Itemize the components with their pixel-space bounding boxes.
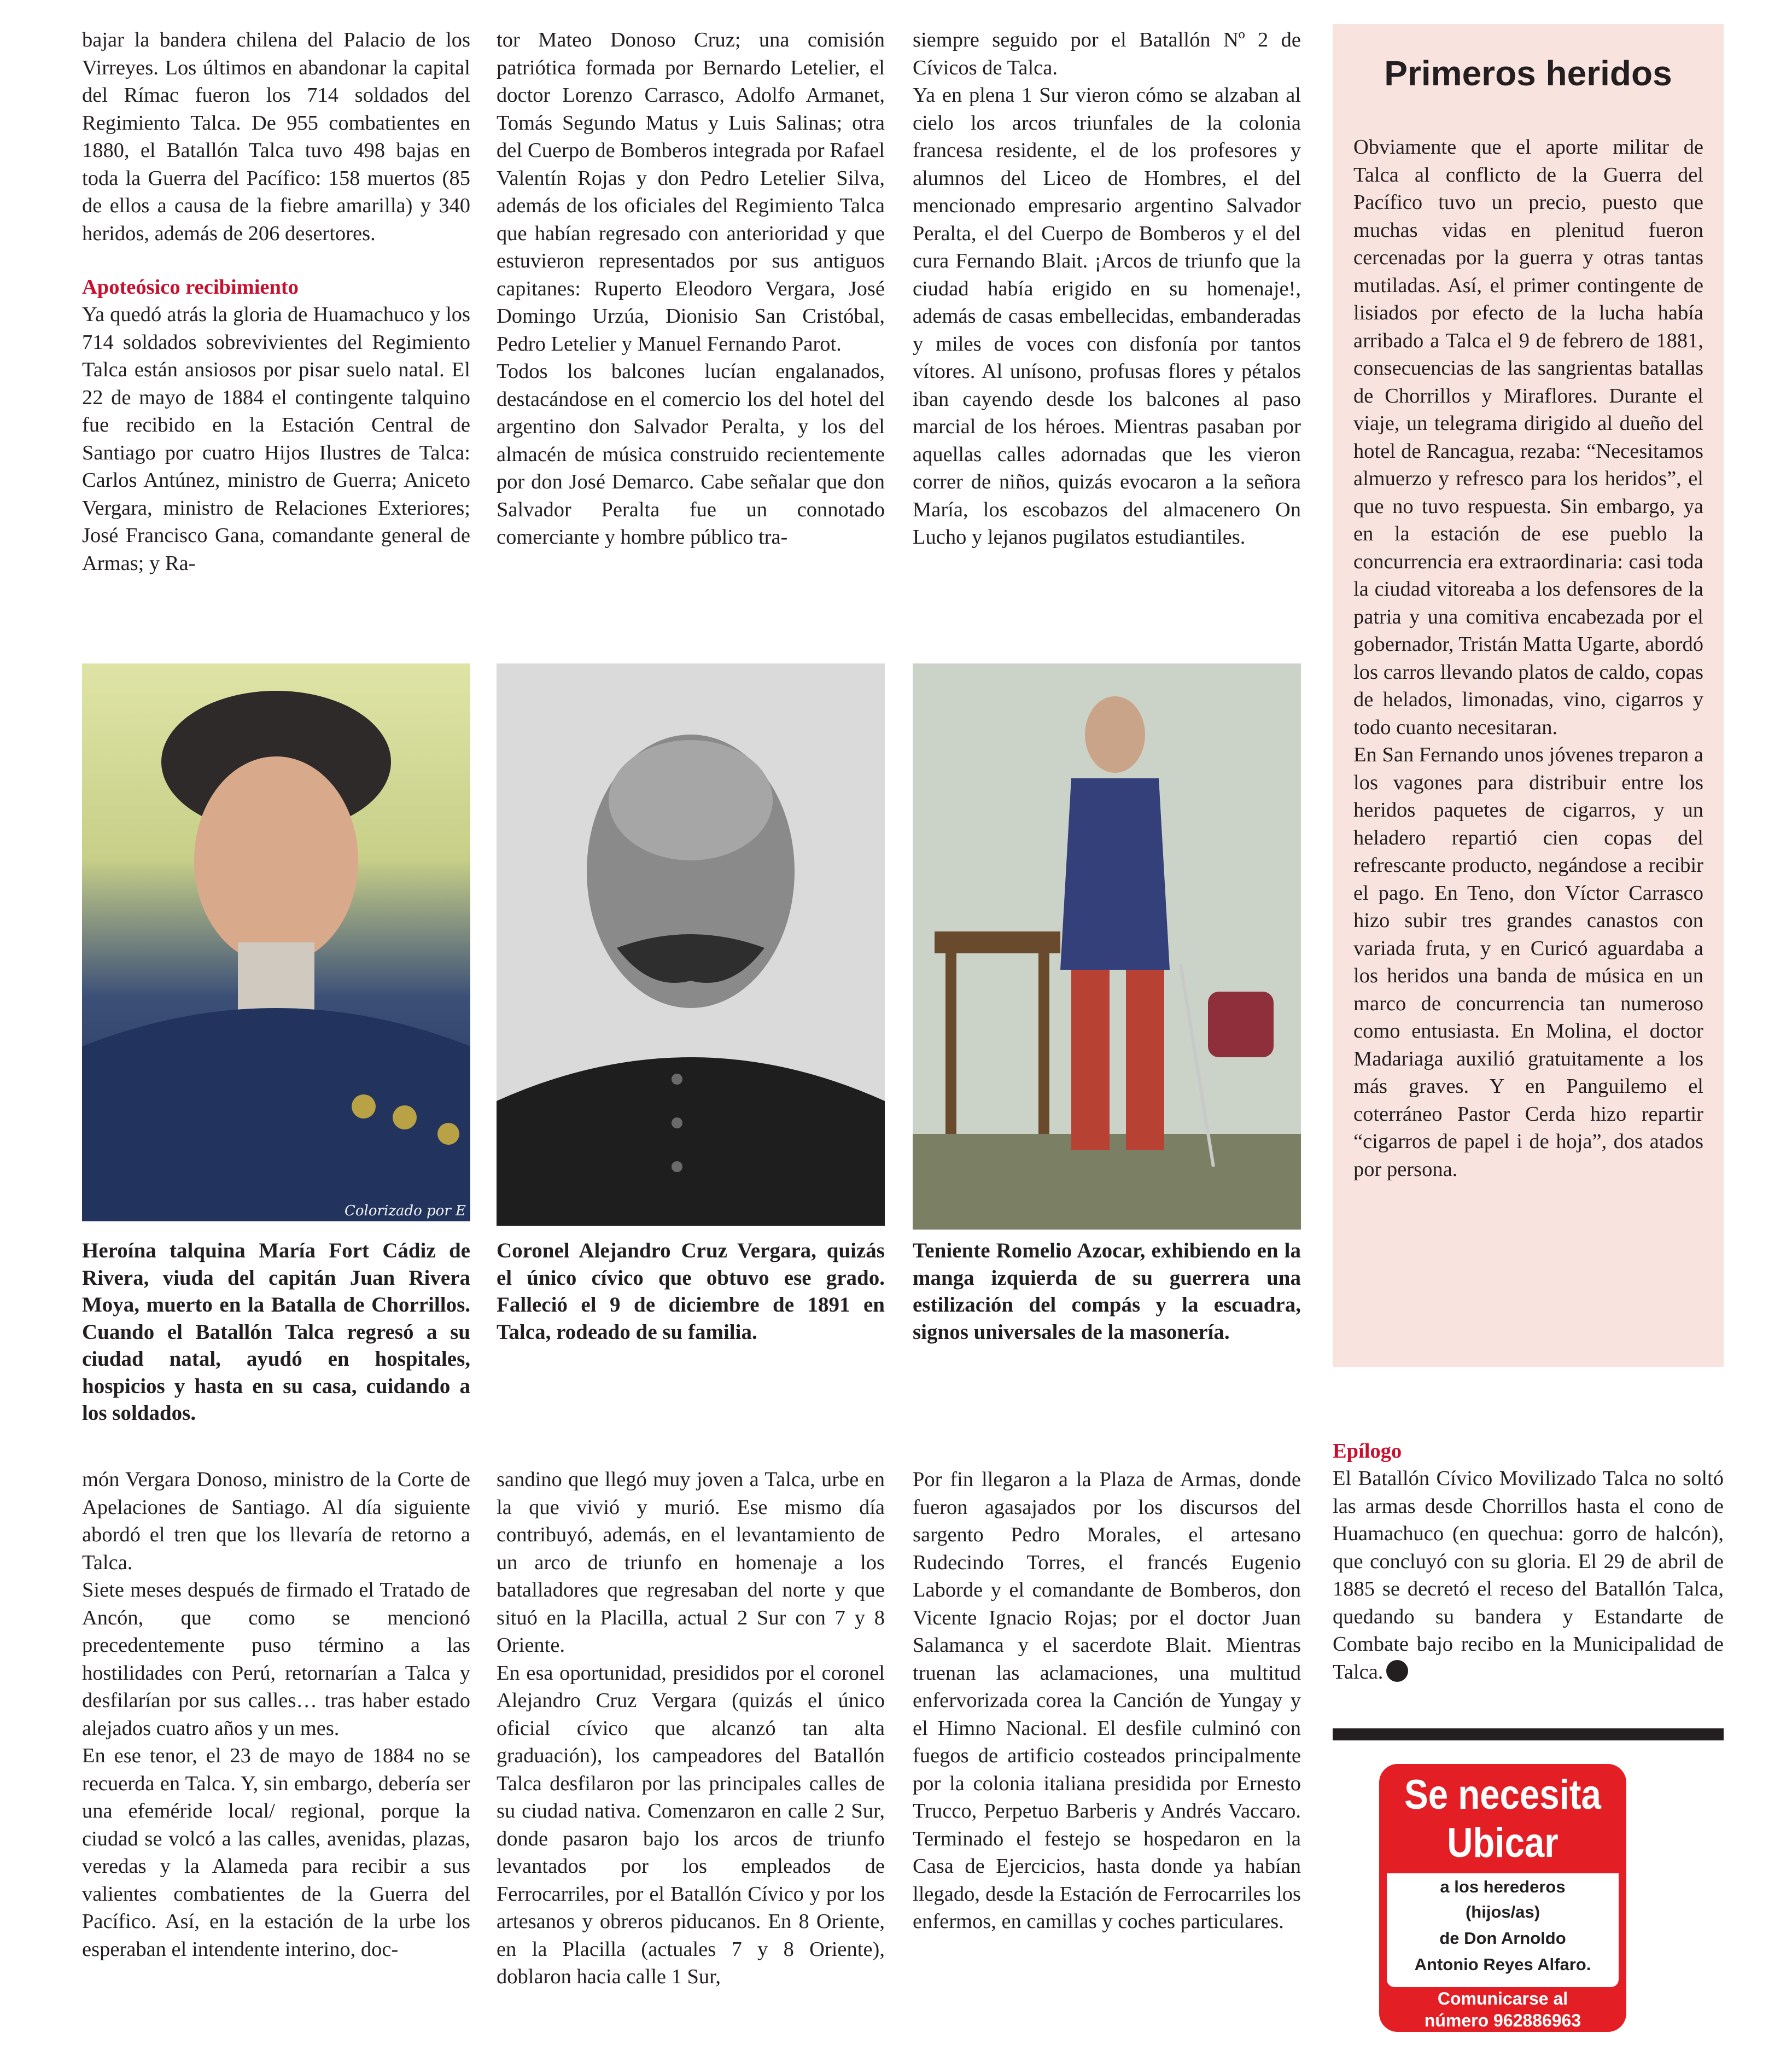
ad-title-line2: Ubicar bbox=[1447, 1820, 1558, 1866]
portrait-woman-illustration bbox=[82, 663, 470, 1221]
paragraph: Obviamente que el aporte militar de Talca al conflicto de la Guerra del Pacífico tuvo un precio, puesto que muchas vidas en plenitud fueron cercenadas por la guerra y otras tantas mutiladas. Así, el primer contingente de lisiados por efecto de la lucha había arribado a Talca el 9 de febrero de 1881, consecuencias de las sangrientas batallas de Chorrillos y Miraflores. Durante el viaje, un telegrama dirigido al dueño del hotel de Rancagua, rezaba: “Necesitamos almuerzo y refresco para los heridos”, el que no tuvo respuesta. Sin embargo, ya en la estación de ese pueblo la concurrencia era extraordinaria: casi toda la ciudad vitoreaba a los defensores de la patria y una comitiva encabezada por el gobernador, Tristán Matta Ugarte, abordó los carros llevando platos de caldo, copas de helados, limonadas, vino, cigarros y todo cuanto necesitaran. bbox=[1353, 136, 1703, 739]
column-2-top bbox=[497, 26, 885, 551]
caption-alejandro-cruz: Coronel Alejandro Cruz Vergara, quizás el único cívico que obtuvo ese grado. Falleció el 9 de diciembre de 1891 en Talca, rodeado de su familia. bbox=[497, 1239, 885, 1344]
column-1-top bbox=[82, 26, 470, 577]
paragraph: Ya en plena 1 Sur vieron cómo se alzaban al cielo los arcos triunfales de la colonia francesa residente, el de los profesores y alumnos del Liceo de Hombres, el del mencionado empresario argentino Salvador Peralta, el del Cuerpo de Bomberos y el del cura Fernando Blait. ¡Arcos de triunfo que la ciudad había erigido en su homenaje!, además de casas embellecidas, embanderadas y miles de voces con disfonía por tantos vítores. Al unísono, profusas flores y pétalos iban cayendo desde los balcones al paso marcial de los héroes. Mientras pasaban por aquellas calles adornadas que les vieron correr de niños, quizás evocaron a la señora María, los escobazos del almacenero On Lucho y lejanos pugilatos estudiantiles. bbox=[913, 84, 1301, 549]
ad-title-line1: Se necesita bbox=[1404, 1772, 1601, 1818]
ad-contact-line1: Comunicarse al bbox=[1437, 1989, 1568, 2008]
subhead-epilogo: Epílogo bbox=[1333, 1440, 1402, 1463]
ad-body-line: Antonio Reyes Alfaro. bbox=[1414, 1955, 1591, 1974]
ad-body-line: (hijos/as) bbox=[1465, 1902, 1540, 1921]
paragraph: tor Mateo Donoso Cruz; una comisión patriótica formada por Bernardo Letelier, el doctor Lorenzo Carrasco, Adolfo Armanet, Tomás Segundo Matus y Luis Salinas; otra del Cuerpo de Bomberos integrada por Rafael Valentín Rojas y don Pedro Letelier Silva, además de los oficiales del Regimiento Talca que habían regresado con anterioridad y que estuvieron representados por sus antiguos capitanes: Ruperto Eleodoro Vergara, José Domingo Urzúa, Dionisio San Cristóbal, Pedro Letelier y Manuel Fernando Parot. bbox=[497, 28, 885, 356]
epilogo-text: El Batallón Cívico Movilizado Talca no soltó las armas desde Chorrillos hasta el cono de Huamachuco (en quechua: gorro de halcón), que concluyó con su gloria. El 29 de abril de 1885 se decretó el receso del Batallón Talca, quedando su bandera y Estandarte de Combate bajo recibo en la Municipalidad de Talca. bbox=[1333, 1467, 1724, 1684]
ad-body-line: a los herederos bbox=[1440, 1877, 1566, 1896]
epilogo-section bbox=[1333, 1437, 1724, 1686]
column-3-bottom bbox=[913, 1466, 1301, 1936]
paragraph bbox=[1333, 1465, 1724, 1686]
paragraph: sandino que llegó muy joven a Talca, urbe en la que vivió y murió. Ese mismo día contribuyó, además, en el levantamiento de un arco de triunfo en homenaje a los batalladores que regresaban del norte y que situó en la Placilla, actual 2 Sur con 7 y 8 Oriente. bbox=[497, 1468, 885, 1657]
paragraph: En esa oportunidad, presididos por el coronel Alejandro Cruz Vergara (quizás el único oficial cívico que alcanzó tan alta graduación), los campeadores del Batallón Talca desfilaron por las principales calles de su ciudad nativa. Comenzaron en calle 2 Sur, donde pasaron bajo los arcos de triunfo levantados por los empleados de Ferrocarriles, por el Batallón Cívico y por los artesanos y obreros piducanos. En 8 Oriente, en la Placilla (actuales 7 y 8 Oriente), doblaron hacia calle 1 Sur, bbox=[497, 1661, 885, 1988]
caption-romelio-azocar: Teniente Romelio Azocar, exhibiendo en la manga izquierda de su guerrera una estilización del compás y la escuadra, signos universales de la masonería. bbox=[913, 1239, 1301, 1344]
column-3-top bbox=[913, 26, 1301, 551]
portrait-colonel-illustration bbox=[497, 663, 885, 1226]
ad-contact-line2: número 962886963 bbox=[1424, 2011, 1581, 2030]
ad-se-necesita-ubicar bbox=[1379, 1764, 1626, 2032]
paragraph: bajar la bandera chilena del Palacio de los Virreyes. Los últimos en abandonar la capital del Rímac fueron los 714 soldados del Regimiento Talca. De 955 combatientes en 1880, el Batallón Talca tuvo 498 bajas en toda la Guerra del Pacífico: 158 muertos (85 de ellos a causa de la fiebre amarilla) y 340 heridos, además de 206 desertores. bbox=[82, 28, 470, 245]
paragraph: món Vergara Donoso, ministro de la Corte de Apelaciones de Santiago. Al día siguiente abordó el tren que los llevaría de retorno a Talca. bbox=[82, 1468, 470, 1574]
paragraph: En ese tenor, el 23 de mayo de 1884 no se recuerda en Talca. Y, sin embargo, debería ser una efeméride local/ regional, porque la ciudad se volcó a las calles, avenidas, plazas, veredas y la Alameda para recibir a sus valientes combatientes de la Guerra del Pacífico. Así, en la estación de la urbe los esperaban el intendente interino, doc- bbox=[82, 1744, 470, 1961]
sidebar-text bbox=[1353, 133, 1703, 1183]
paragraph: Ya quedó atrás la gloria de Huamachuco y los 714 soldados sobrevivientes del Regimiento Talca están ansiosos por pisar suelo natal. El 22 de mayo de 1884 el contingente talquino fue recibido en la Estación Central de Santiago por cuatro Hijos Ilustres de Talca: Carlos Antúnez, ministro de Guerra; Aniceto Vergara, ministro de Relaciones Exteriores; José Francisco Gana, comandante general de Armas; y Ra- bbox=[82, 303, 470, 575]
photo-watermark: Colorizado por E bbox=[345, 1203, 466, 1219]
sidebar-title: Primeros heridos bbox=[1384, 54, 1672, 93]
paragraph: Todos los balcones lucían engalanados, destacándose en el comercio los del hotel del argentino don Salvador Peralta, y los del almacén de música construido recientemente por don José Demarco. Cabe señalar que don Salvador Peralta fue un connotado comerciante y hombre público tra- bbox=[497, 360, 885, 549]
column-1-bottom bbox=[82, 1466, 470, 1963]
paragraph: En San Fernando unos jóvenes treparon a los vagones para distribuir entre los heridos paquetes de cigarros, y un heladero repartió cien copas del refrescante producto, negándose a recibir el pago. En Teno, don Víctor Carrasco hizo subir tres grandes canastos con variada fruta, y en Curicó aguardaba a los heridos una banda de música en un marco de concurrencia tan numeroso como entusiasta. En Molina, el doctor Madariaga auxilió gratuitamente a los más graves. Y en Panguilemo el coterráneo Pastor Cerda hizo repartir “cigarros de papel i de hoja”, dos atados por persona. bbox=[1353, 743, 1703, 1181]
paragraph: Siete meses después de firmado el Tratado de Ancón, que como se mencionó precedentemente puso término a las hostilidades con Perú, retornarían a Talca y desfilarían por sus calles… tras haber estado alejados cuatro años y un mes. bbox=[82, 1579, 470, 1740]
subhead-apoteosico: Apoteósico recibimiento bbox=[82, 276, 299, 299]
paragraph: Por fin llegaron a la Plaza de Armas, donde fueron agasajados por los discursos del sargento Pedro Morales, el artesano Rudecindo Torres, el francés Eugenio Laborde y el comandante de Bomberos, don Vicente Ignacio Rojas; por el doctor Juan Salamanca y el sacerdote Blait. Mientras truenan las aclamaciones, una multitud enfervorizada corea la Canción de Yungay y el Himno Nacional. El desfile culminó con fuegos de artificio costeados principalmente por la colonia italiana presidida por Ernesto Trucco, Perpetuo Barberis y Andrés Vaccaro. Terminado el festejo se hospedaron en la Casa de Ejercicios, hasta donde ya habían llegado, desde la Estación de Ferrocarriles los enfermos, en camillas y coches particulares. bbox=[913, 1468, 1301, 1933]
paragraph: siempre seguido por el Batallón Nº 2 de Cívicos de Talca. bbox=[913, 28, 1301, 79]
column-2-bottom bbox=[497, 1466, 885, 1991]
photo-maria-fort bbox=[82, 663, 470, 1221]
photo-alejandro-cruz bbox=[497, 663, 885, 1226]
photo-romelio-azocar bbox=[913, 663, 1301, 1230]
caption-maria-fort: Heroína talquina María Fort Cádiz de Rivera, viuda del capitán Juan Rivera Moya, muerto en la Batalla de Chorrillos. Cuando el Batallón Talca regresó a su ciudad natal, ayudó en hospitales, hospicios y hasta en su casa, cuidando a los soldados. bbox=[82, 1239, 470, 1425]
portrait-lieutenant-illustration bbox=[913, 663, 1301, 1230]
end-mark-icon bbox=[1386, 1660, 1408, 1682]
ad-body-box bbox=[1387, 1873, 1619, 1987]
sidebar-primeros-heridos bbox=[1333, 24, 1724, 1367]
ad-body-line: de Don Arnoldo bbox=[1439, 1929, 1566, 1948]
divider-rule bbox=[1333, 1728, 1724, 1740]
